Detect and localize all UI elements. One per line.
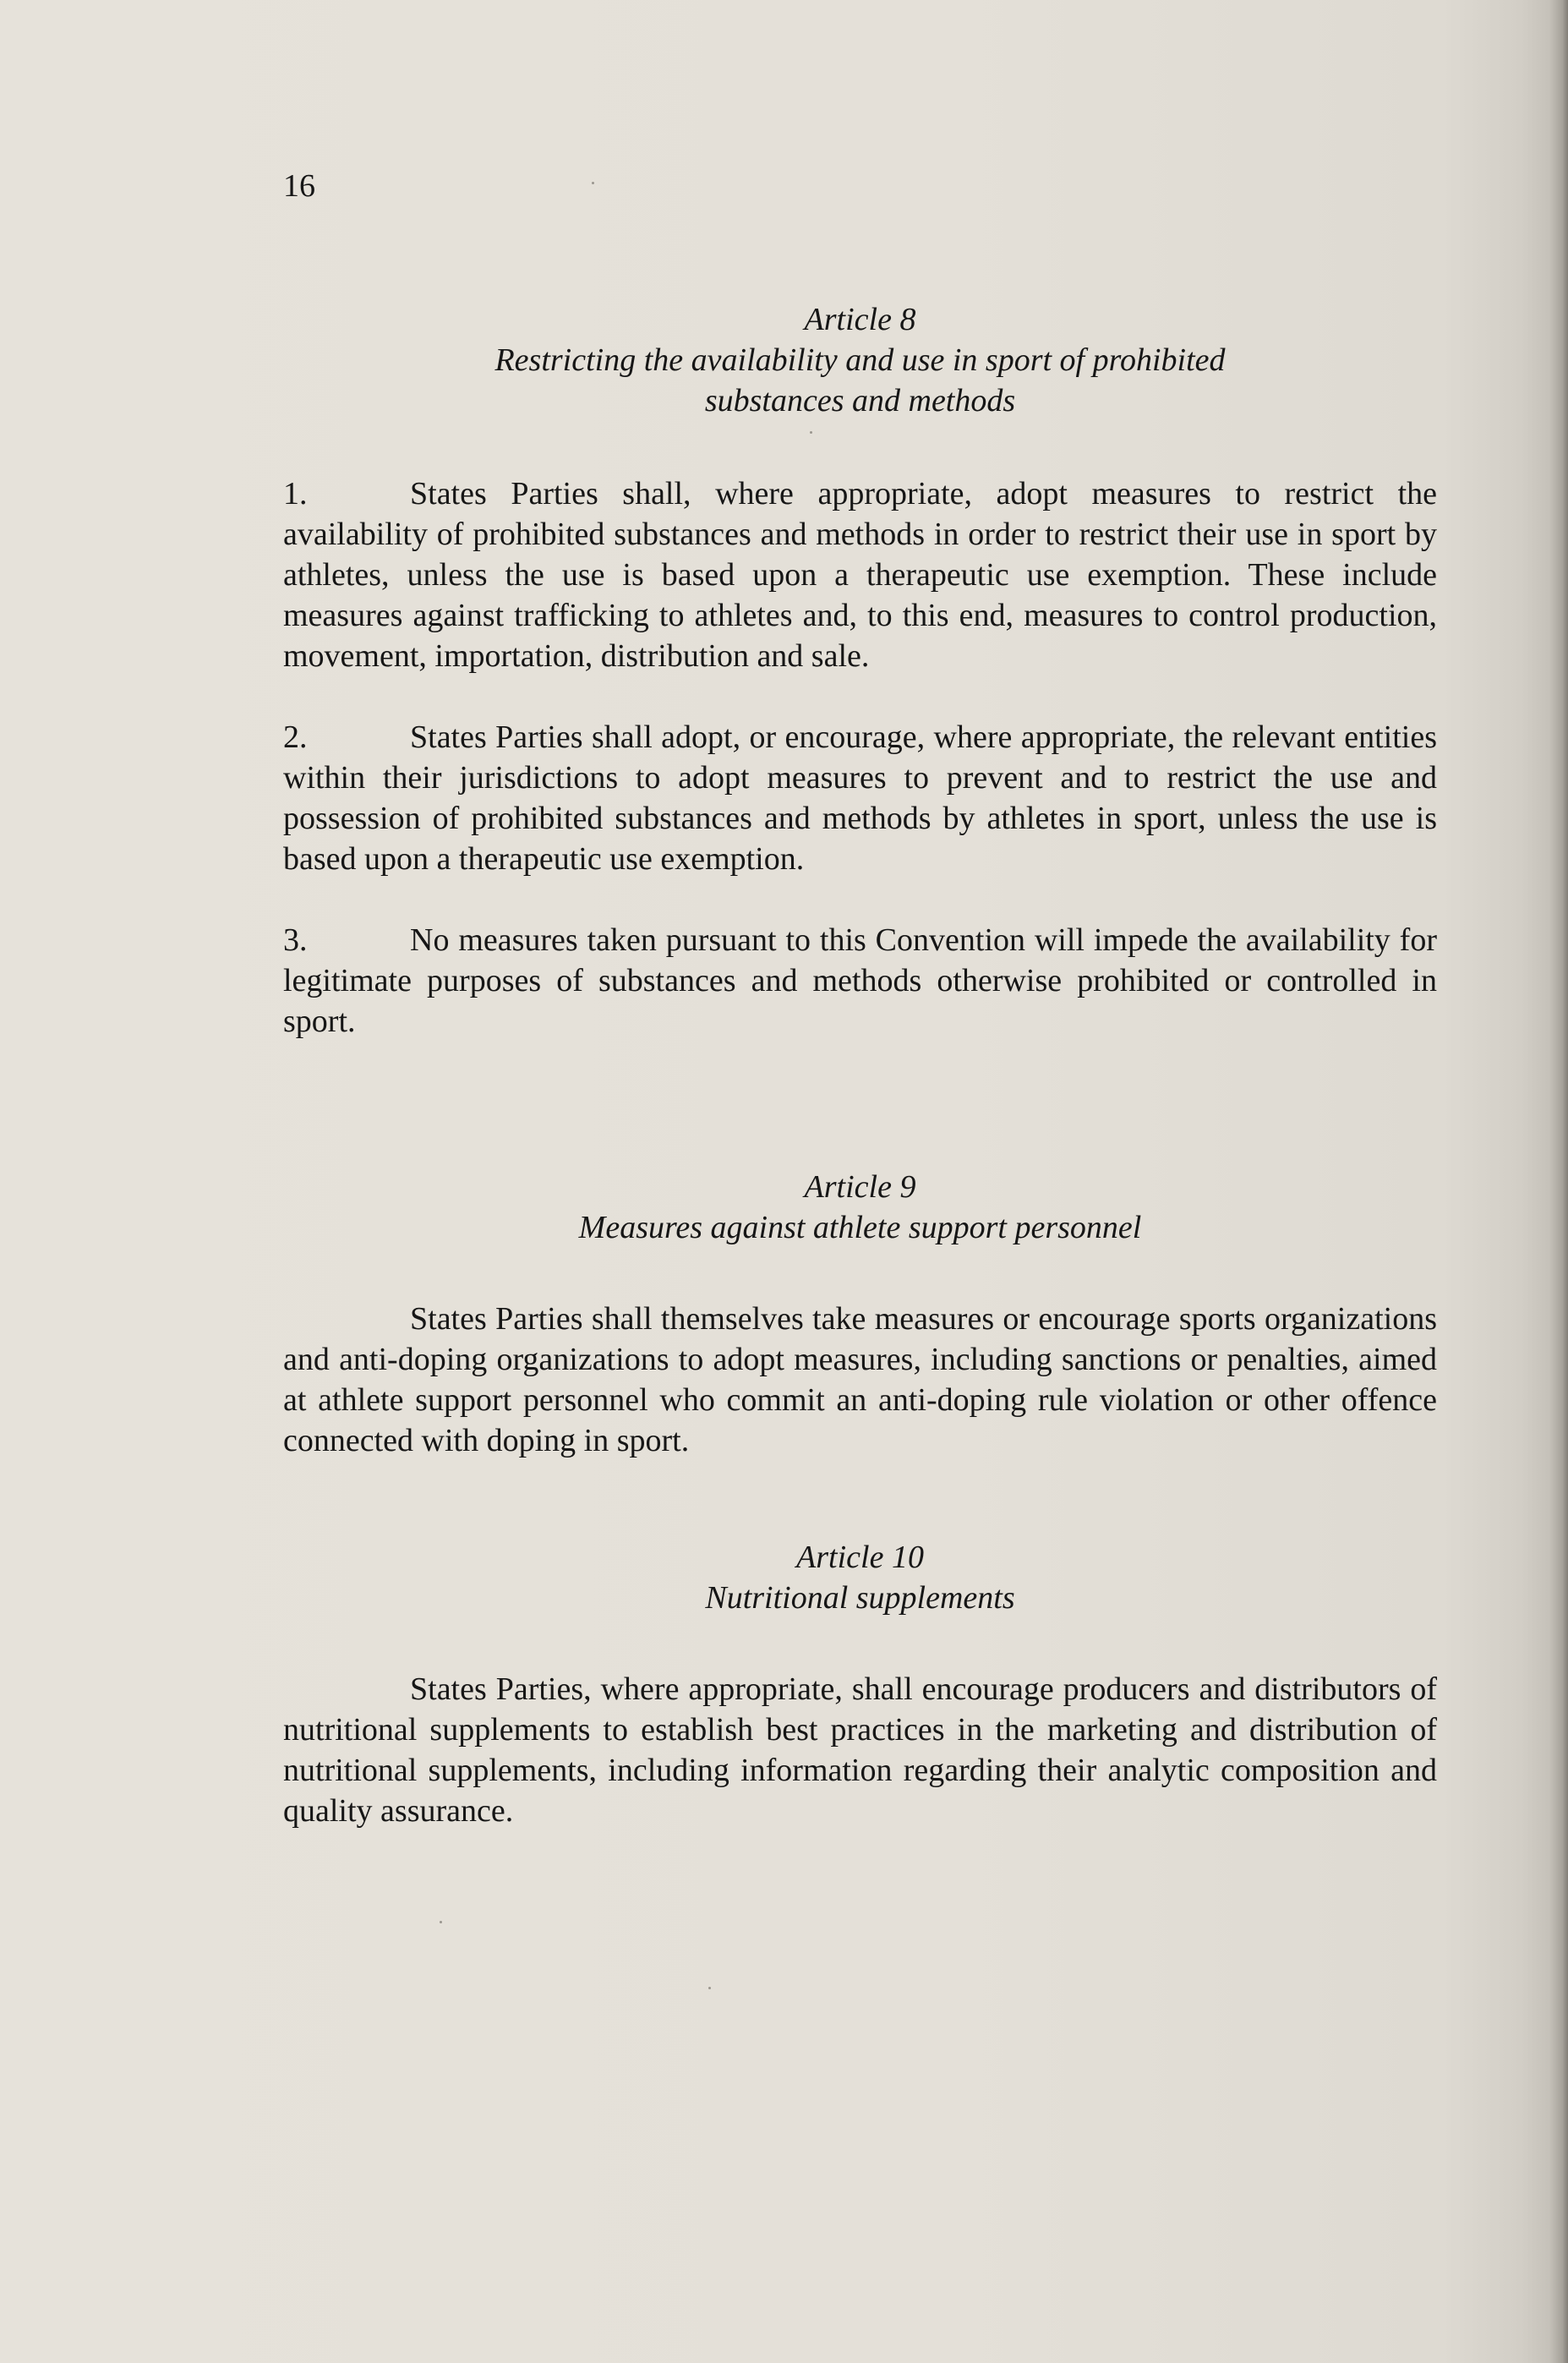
paragraph-number: 3.: [283, 922, 308, 958]
speck: [708, 1987, 711, 1989]
paragraph-number: 1.: [283, 476, 308, 511]
paragraph-3: [283, 920, 1437, 1042]
article-subtitle-line: Measures against athlete support personnel: [578, 1210, 1142, 1245]
article-subtitle-line: Restricting the availability and use in sport of prohibited: [494, 342, 1226, 378]
speck: [440, 1921, 442, 1923]
speck: [592, 182, 594, 184]
paragraph-number: 2.: [283, 719, 308, 755]
paragraph-2: [283, 717, 1437, 879]
article-9: [283, 1167, 1437, 1461]
page-number: 16: [283, 168, 315, 204]
paragraph: States Parties shall themselves take measures or encourage sports organizations and anti-doping organizations to adopt measures, including sanctions or penalties, aimed at athlete support personnel who commit an anti-doping rule violation or other offence connected with doping in sport.: [283, 1301, 1437, 1458]
paragraph: States Parties, where appropriate, shall encourage producers and distributors of nutritional supplements to establish best practices in the marketing and distribution of nutritional supplements, including information regarding their analytic composition and quality assurance.: [283, 1671, 1437, 1829]
article-subtitle-line: Nutritional supplements: [705, 1580, 1015, 1616]
article-subtitle-line: substances and methods: [704, 383, 1016, 418]
article-heading: Article 10: [796, 1540, 924, 1575]
paragraph-1: [283, 473, 1437, 676]
article-heading: Article 8: [804, 302, 916, 337]
article-10: [283, 1537, 1437, 1831]
article-heading: Article 9: [804, 1169, 916, 1205]
article-8: [283, 299, 1437, 1042]
page-edge-shadow: [1549, 0, 1568, 2363]
paragraph-text: States Parties shall adopt, or encourage, where appropriate, the relevant entities within their jurisdictions to adopt measures to prevent and to restrict the use and possession of prohibited substances and methods by athletes in sport, unless the use is based upon a therapeutic use exemption.: [283, 719, 1437, 877]
paragraph-text: States Parties shall, where appropriate, adopt measures to restrict the availability of prohibited substances and methods in order to restrict their use in sport by athletes, unless the use is based upon a therapeutic use exemption. These include measures against trafficking to athletes and, to this end, measures to control production, movement, importation, distribution and sale.: [283, 476, 1437, 674]
paragraph-text: No measures taken pursuant to this Convention will impede the availability for legitimate purposes of substances and methods otherwise prohibited or controlled in sport.: [283, 922, 1437, 1039]
